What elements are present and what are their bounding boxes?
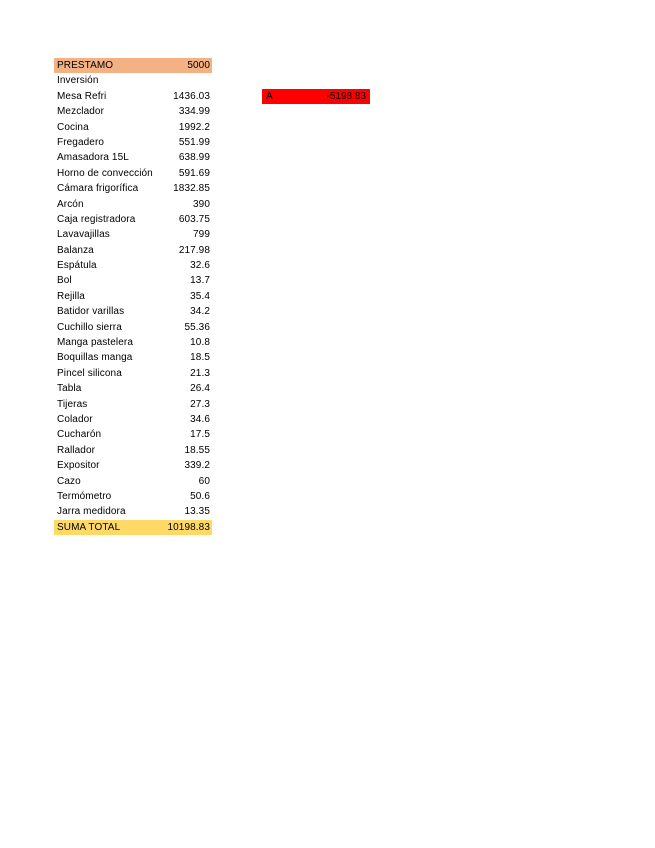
inversion-header-row [54,73,212,88]
item-value: 32.6 [190,260,210,272]
item-label: Balanza [57,244,94,256]
investment-table [54,58,212,535]
item-label: Termómetro [57,490,112,502]
item-value: 339.2 [184,460,210,472]
item-value: 27.3 [190,398,210,410]
item-label: Pincel silicona [57,367,122,379]
item-label: Cocina [57,121,89,133]
item-value: 1992.2 [178,121,210,133]
item-row [54,397,212,412]
item-label: Rejilla [57,290,85,302]
item-rows [54,89,212,520]
item-row [54,273,212,288]
item-label: Jarra medidora [57,506,126,518]
item-label: Horno de convección [57,167,153,179]
item-label: Espátula [57,260,97,272]
item-row [54,104,212,119]
item-row [54,135,212,150]
difference-value: -5198.83 [326,91,366,102]
prestamo-value: 5000 [187,60,210,71]
item-label: Bol [57,275,72,287]
item-row [54,289,212,304]
item-label: Colador [57,413,93,425]
item-row [54,489,212,504]
item-row [54,243,212,258]
item-row [54,381,212,396]
item-value: 60 [198,475,210,487]
item-label: Mesa Refri [57,90,107,102]
item-value: 50.6 [190,490,210,502]
item-row [54,320,212,335]
item-value: 34.6 [190,413,210,425]
prestamo-label: PRESTAMO [57,60,114,71]
item-row [54,166,212,181]
item-value: 55.36 [184,321,210,333]
total-value: 10198.83 [167,521,210,533]
item-value: 18.5 [190,352,210,364]
item-value: 603.75 [178,213,210,225]
item-value: 1832.85 [173,183,210,195]
item-row [54,504,212,519]
item-value: 34.2 [190,306,210,318]
item-label: Cuchillo sierra [57,321,122,333]
total-label: SUMA TOTAL [57,521,121,533]
item-value: 799 [193,229,210,241]
item-row [54,258,212,273]
prestamo-row [54,58,212,73]
item-label: Fregadero [57,136,105,148]
difference-label: A [266,91,273,102]
item-row [54,150,212,165]
item-row [54,458,212,473]
item-value: 591.69 [178,167,210,179]
total-row [54,520,212,535]
item-value: 10.8 [190,337,210,349]
item-row [54,474,212,489]
item-value: 390 [193,198,210,210]
item-row [54,335,212,350]
item-label: Arcón [57,198,84,210]
item-label: Cazo [57,475,81,487]
item-row [54,412,212,427]
item-row [54,120,212,135]
item-row [54,89,212,104]
item-label: Amasadora 15L [57,152,129,164]
item-label: Mezclador [57,106,105,118]
item-label: Cucharón [57,429,102,441]
item-label: Manga pastelera [57,337,133,349]
item-row [54,366,212,381]
item-value: 21.3 [190,367,210,379]
item-value: 26.4 [190,383,210,395]
item-value: 638.99 [178,152,210,164]
item-row [54,304,212,319]
item-label: Lavavajillas [57,229,110,241]
item-label: Tijeras [57,398,88,410]
inversion-header: Inversión [57,75,99,87]
item-value: 13.7 [190,275,210,287]
item-row [54,227,212,242]
item-label: Caja registradora [57,213,136,225]
item-value: 17.5 [190,429,210,441]
item-label: Tabla [57,383,82,395]
difference-cell [262,89,370,104]
item-value: 35.4 [190,290,210,302]
item-value: 217.98 [178,244,210,256]
item-value: 13.35 [184,506,210,518]
item-label: Expositor [57,460,100,472]
item-row [54,197,212,212]
item-label: Cámara frigorífica [57,183,139,195]
item-value: 1436.03 [173,90,210,102]
item-label: Boquillas manga [57,352,133,364]
item-value: 18.55 [184,444,210,456]
item-label: Batidor varillas [57,306,125,318]
item-row [54,443,212,458]
item-value: 334.99 [178,106,210,118]
item-row [54,212,212,227]
item-value: 551.99 [178,136,210,148]
item-row [54,350,212,365]
item-label: Rallador [57,444,96,456]
item-row [54,181,212,196]
item-row [54,427,212,442]
